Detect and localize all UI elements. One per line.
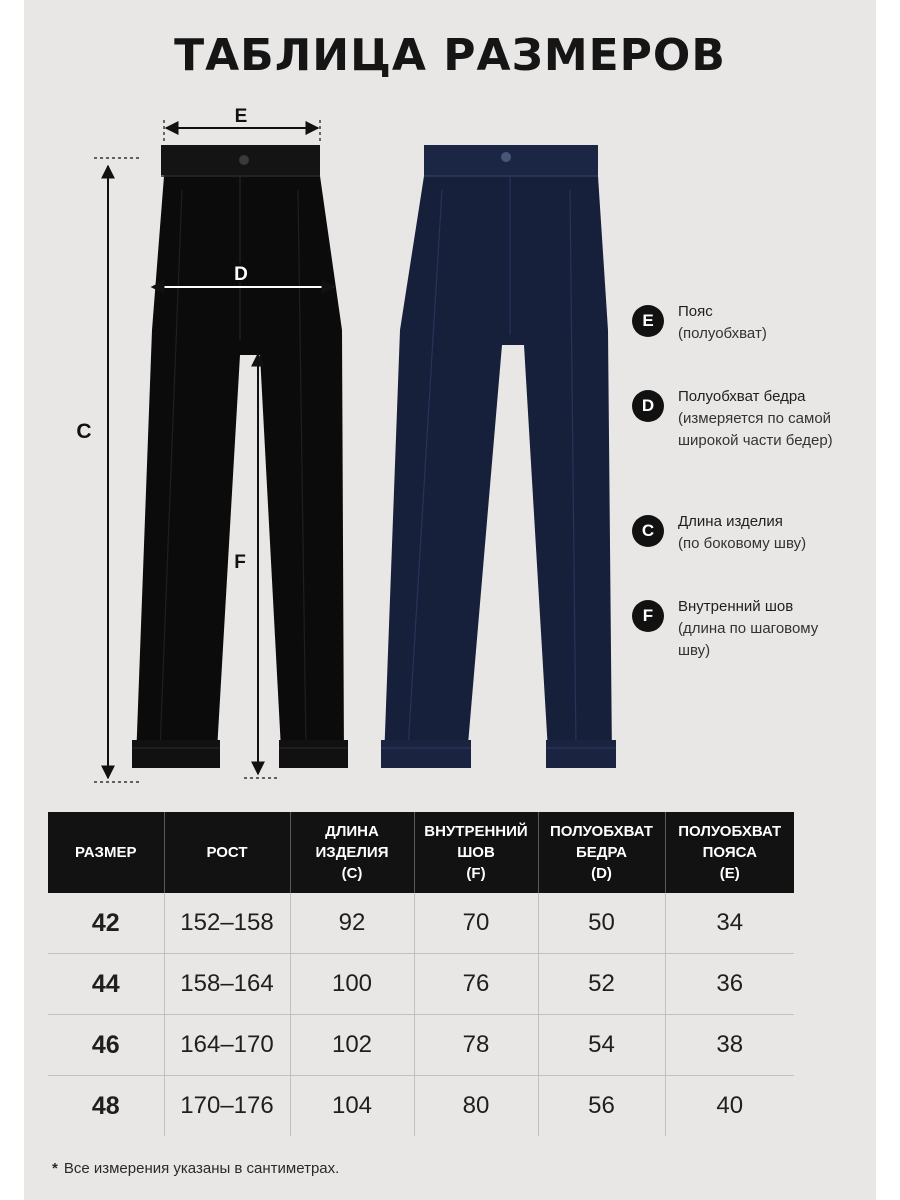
header-line: ПОЯСА [702,844,757,861]
header-line: ШОВ [457,844,495,861]
cell-height: 152–158 [164,893,290,954]
footnote-text: Все измерения указаны в сантиметрах. [63,1160,340,1177]
black-trousers [132,145,348,768]
cell-size: 42 [48,893,164,954]
legend-badge: E [632,305,664,337]
table-row [48,954,794,1015]
header-waist [665,812,794,893]
legend-note: (измеряется по самой широкой части бедер) [678,410,833,449]
page-title: ТАБЛИЦА РАЗМЕРОВ [174,30,726,81]
label-f: F [234,552,246,573]
legend-name: Пояс [678,303,713,320]
cell-length: 104 [290,1076,414,1137]
legend-note: (полуобхват) [678,325,767,342]
header-length [290,812,414,893]
header-height [164,812,290,893]
cell-inseam: 76 [414,954,538,1015]
size-table-header [48,812,794,893]
footnote [52,1160,339,1177]
cell-waist: 38 [665,1015,794,1076]
legend-name: Внутренний шов [678,598,794,615]
header-line: ДЛИНА [325,823,379,840]
cell-inseam: 80 [414,1076,538,1137]
header-size [48,812,164,893]
cell-length: 102 [290,1015,414,1076]
header-line: ИЗДЕЛИЯ [315,844,389,861]
navy-trousers [381,145,616,768]
cell-height: 164–170 [164,1015,290,1076]
header-line: (D) [591,865,612,882]
header-line: (C) [341,865,363,882]
header-line: (E) [719,865,740,882]
cell-height: 170–176 [164,1076,290,1137]
header-line: РАЗМЕР [75,844,137,861]
cell-hip: 50 [538,893,665,954]
size-chart-page [24,0,876,1200]
cell-waist: 40 [716,1092,744,1119]
label-d: D [234,264,248,285]
cell-length: 92 [290,893,414,954]
cell-height: 158–164 [164,954,290,1015]
header-line: ВНУТРЕННИЙ [424,823,528,840]
cell-hip: 56 [538,1076,665,1137]
cell-waist: 34 [665,893,794,954]
legend-note: (длина по шаговому шву) [678,620,819,659]
cell-hip: 52 [538,954,665,1015]
cell-inseam: 70 [414,893,538,954]
cell-size: 44 [48,954,164,1015]
header-hip [538,812,665,893]
table-row [48,1076,794,1137]
header-line: ПОЛУОБХВАТ [678,823,782,840]
footnote-asterisk: * [52,1160,58,1177]
legend-badge: F [632,600,664,632]
header-line: ПОЛУОБХВАТ [550,823,653,840]
header-inseam [414,812,538,893]
label-e: E [234,106,248,127]
cell-inseam: 78 [414,1015,538,1076]
trousers-diagram [24,100,876,800]
header-line: БЕДРА [576,844,627,861]
size-table [48,812,794,1136]
header-line: РОСТ [206,844,248,861]
cell-hip: 54 [538,1015,665,1076]
table-row [48,1015,794,1076]
legend-note: (по боковому шву) [678,535,807,552]
cell-size: 48 [48,1076,164,1137]
legend-name: Длина изделия [678,513,783,530]
cell-size: 46 [48,1015,164,1076]
legend-badge: D [632,390,664,422]
header-line: (F) [466,865,486,882]
legend-badge: C [632,515,664,547]
label-c: C [76,420,92,443]
table-row [48,893,794,954]
size-table-body [48,893,794,1136]
cell-length: 100 [290,954,414,1015]
legend-name: Полуобхват бедра [678,388,806,405]
cell-waist: 36 [665,954,794,1015]
